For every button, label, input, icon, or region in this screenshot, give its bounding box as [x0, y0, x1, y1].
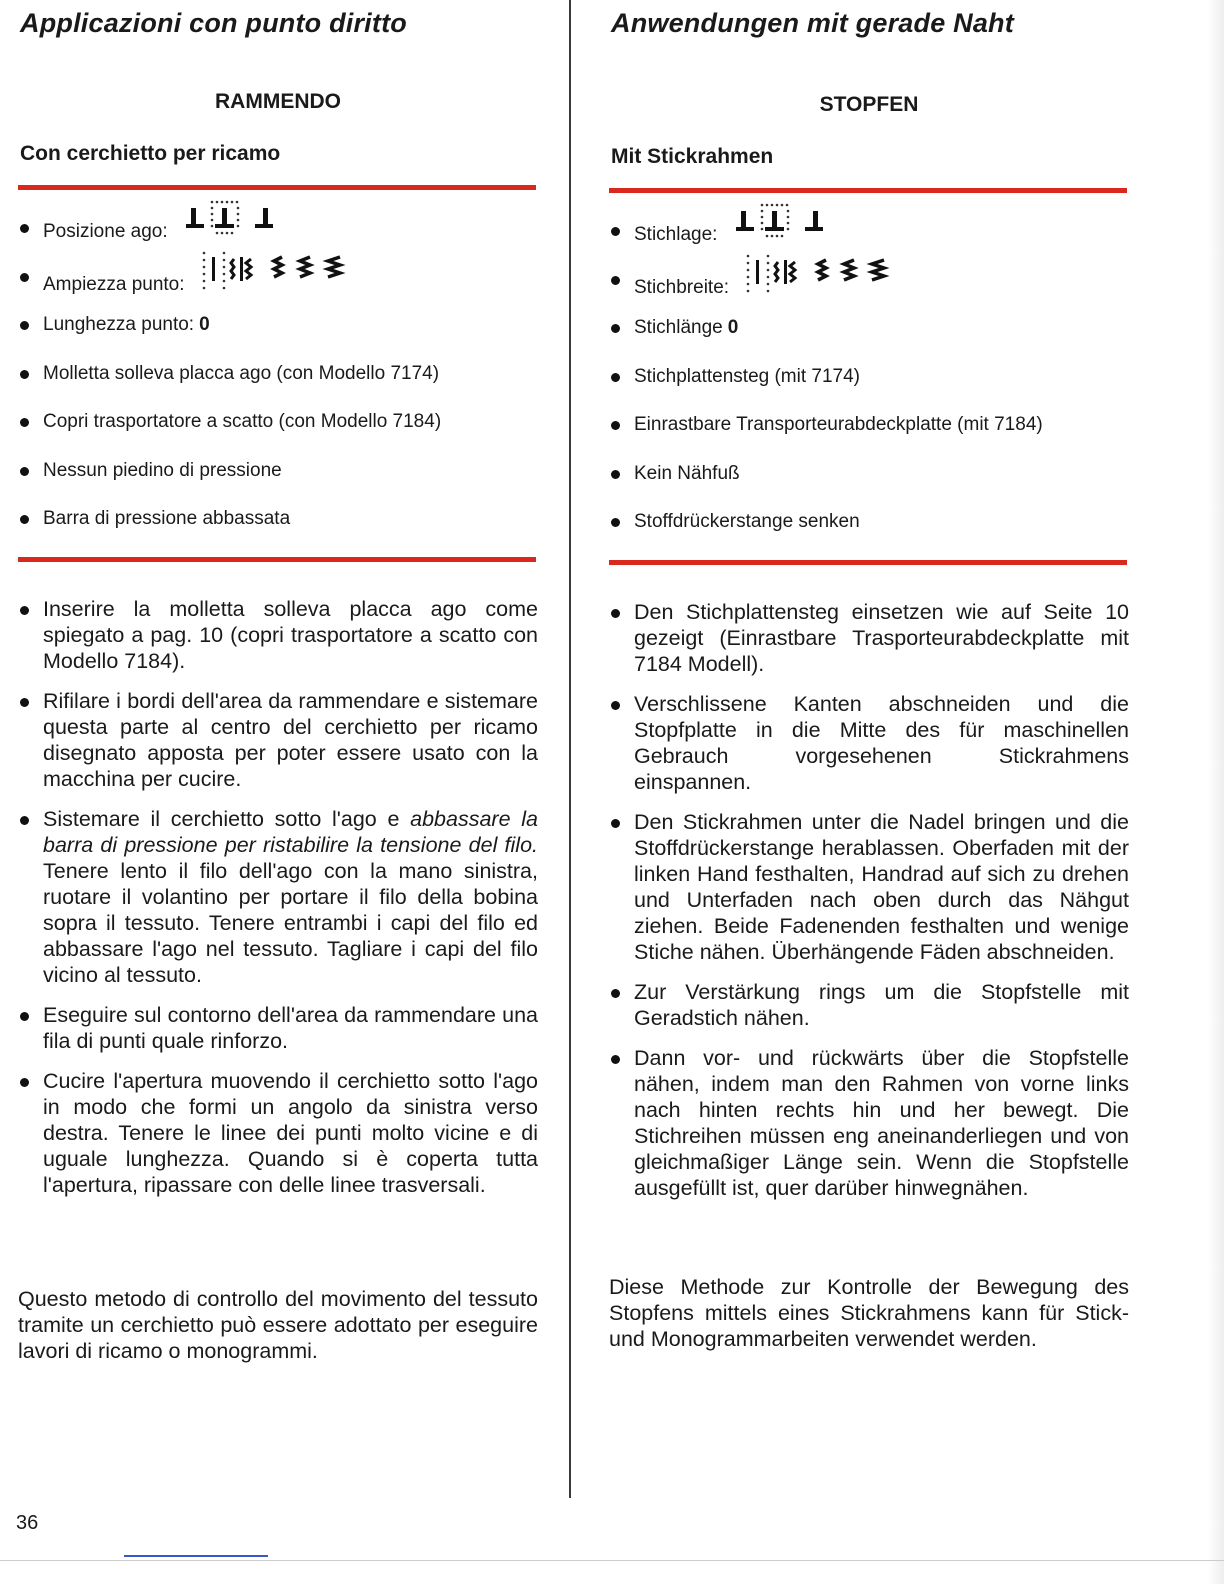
subsection-heading: Con cerchietto per ricamo: [20, 142, 281, 165]
setting-value: 0: [727, 317, 739, 338]
list-item: [609, 353, 1129, 402]
list-item: [18, 447, 538, 496]
list-item: [609, 207, 1129, 256]
list-item: Cucire l'apertura muovendo il cerchietto sotto l'ago in modo che formi un angolo da sinistra verso destra. Tenere le linee dei punti molto vicine e di uguale lunghezza. Quando si è coperta tutta l'apertura, ripassare con delle linee trasversali.: [18, 1068, 538, 1198]
section-heading: STOPFEN: [819, 93, 919, 116]
setting-label: Ampiezza punto:: [43, 273, 185, 295]
list-item: Inserire la molletta solleva placca ago come spiegato a pag. 10 (copri trasportatore a scatto con Modello 7184).: [18, 596, 538, 674]
list-item: [609, 256, 1129, 305]
bottom-edge-line: [0, 1560, 1224, 1561]
list-item: [18, 398, 538, 447]
needle-position-icon: [735, 203, 835, 259]
red-divider-bottom: [609, 560, 1127, 565]
setting-label: Kein Nähfuß: [634, 462, 740, 484]
subsection-heading: Mit Stickrahmen: [611, 145, 774, 168]
list-item: [609, 450, 1129, 499]
red-divider-bottom: [18, 557, 536, 562]
red-divider-top: [609, 188, 1127, 193]
needle-position-icon: [185, 200, 285, 256]
list-item: Verschlissene Kanten abschneiden und die Stopfplatte in die Mitte des für maschinellen Gebrauch vorgesehenen Stickrahmens einspannen.: [609, 691, 1129, 795]
list-item: [18, 253, 538, 302]
closing-paragraph: Questo metodo di controllo del movimento del tessuto tramite un cerchietto può essere adottato per eseguire lavori di ricamo o monogrammi.: [18, 1287, 538, 1363]
list-item: [18, 204, 538, 253]
emphasis-text: abbassare la barra di pressione per ristabilire la tensione del filo.: [43, 807, 538, 857]
setting-label: Stichplattensteg (mit 7174): [634, 365, 861, 387]
list-item: Dann vor- und rückwärts über die Stopfstelle nähen, indem man den Rahmen von vorne links nach hinten rechts hin und her bewegt. Die Stichreihen müssen eng aneinanderliegen und von gleichmaßiger Länge sein. Wenn die Stopfstelle ausgefüllt ist, quer darüber hinwegnähen.: [609, 1045, 1129, 1201]
list-item: Rifilare i bordi dell'area da rammendare e sistemare questa parte al centro del cerchietto per ricamo disegnato apposta per poter essere usato con la macchina per cucire.: [18, 688, 538, 792]
page-title: Anwendungen mit gerade Naht: [611, 8, 1014, 38]
setting-label: Molletta solleva placca ago (con Modello 7174): [43, 362, 440, 384]
list-item: Eseguire sul contorno dell'area da rammendare una fila di punti quale rinforzo.: [18, 1002, 538, 1054]
page-edge-shadow: [1208, 0, 1224, 1584]
settings-list: [609, 207, 1129, 547]
list-item: [18, 301, 538, 350]
setting-label: Posizione ago:: [43, 220, 168, 242]
instructions-list: [18, 596, 538, 1212]
settings-list: [18, 204, 538, 544]
bottom-blue-rule: [124, 1555, 268, 1557]
setting-label: Barra di pressione abbassata: [43, 508, 291, 529]
page-number: 36: [16, 1512, 39, 1534]
list-item: Den Stichplattensteg einsetzen wie auf Seite 10 gezeigt (Einrastbare Trasporteurabdeckplatte mit 7184 Modell).: [609, 599, 1129, 677]
list-item: Den Stickrahmen unter die Nadel bringen und die Stoffdrückerstange herablassen. Oberfaden mit der linken Hand festhalten, Handrad auf sich zu drehen und Unterfaden nach oben durch das Nähgut ziehen. Beide Fadenenden festhalten und wenige Stiche nähen. Überhängende Fäden abschneiden.: [609, 809, 1129, 965]
red-divider-top: [18, 185, 536, 190]
list-item: Zur Verstärkung rings um die Stopfstelle mit Geradstich nähen.: [609, 979, 1129, 1031]
setting-label: Einrastbare Transporteurabdeckplatte (mit 7184): [634, 414, 1043, 435]
setting-label: Stoffdrückerstange senken: [634, 511, 860, 532]
closing-paragraph: Diese Methode zur Kontrolle der Bewegung des Stopfens mittels eines Stickrahmens kann für Stick- und Monogrammarbeiten verwendet werden.: [609, 1275, 1129, 1351]
setting-label: Stichlänge: [634, 317, 723, 338]
setting-label: Copri trasportatore a scatto (con Modello 7184): [43, 411, 442, 432]
list-item: Sistemare il cerchietto sotto l'ago e abbassare la barra di pressione per ristabilire la tensione del filo. Tenere lento il filo dell'ago con la mano sinistra, ruotare il volantino per portare il filo della bobina sopra il tessuto. Tenere entrambi i capi del filo ed abbassare l'ago nel tessuto. Tagliare i capi del filo vicino al tessuto.: [18, 806, 538, 988]
setting-label: Stichbreite:: [634, 276, 730, 298]
list-item: [609, 401, 1129, 450]
setting-label: Lunghezza punto:: [43, 314, 195, 335]
list-item: [18, 495, 538, 544]
instructions-list: [609, 599, 1129, 1215]
list-item: [18, 350, 538, 399]
setting-label: Nessun piedino di pressione: [43, 459, 282, 481]
column-divider: [569, 0, 571, 1498]
list-item: [609, 304, 1129, 353]
setting-label: Stichlage:: [634, 223, 718, 245]
page-title: Applicazioni con punto diritto: [20, 8, 407, 38]
list-item: [609, 498, 1129, 547]
setting-value: 0: [199, 314, 210, 335]
section-heading: RAMMENDO: [215, 90, 341, 113]
